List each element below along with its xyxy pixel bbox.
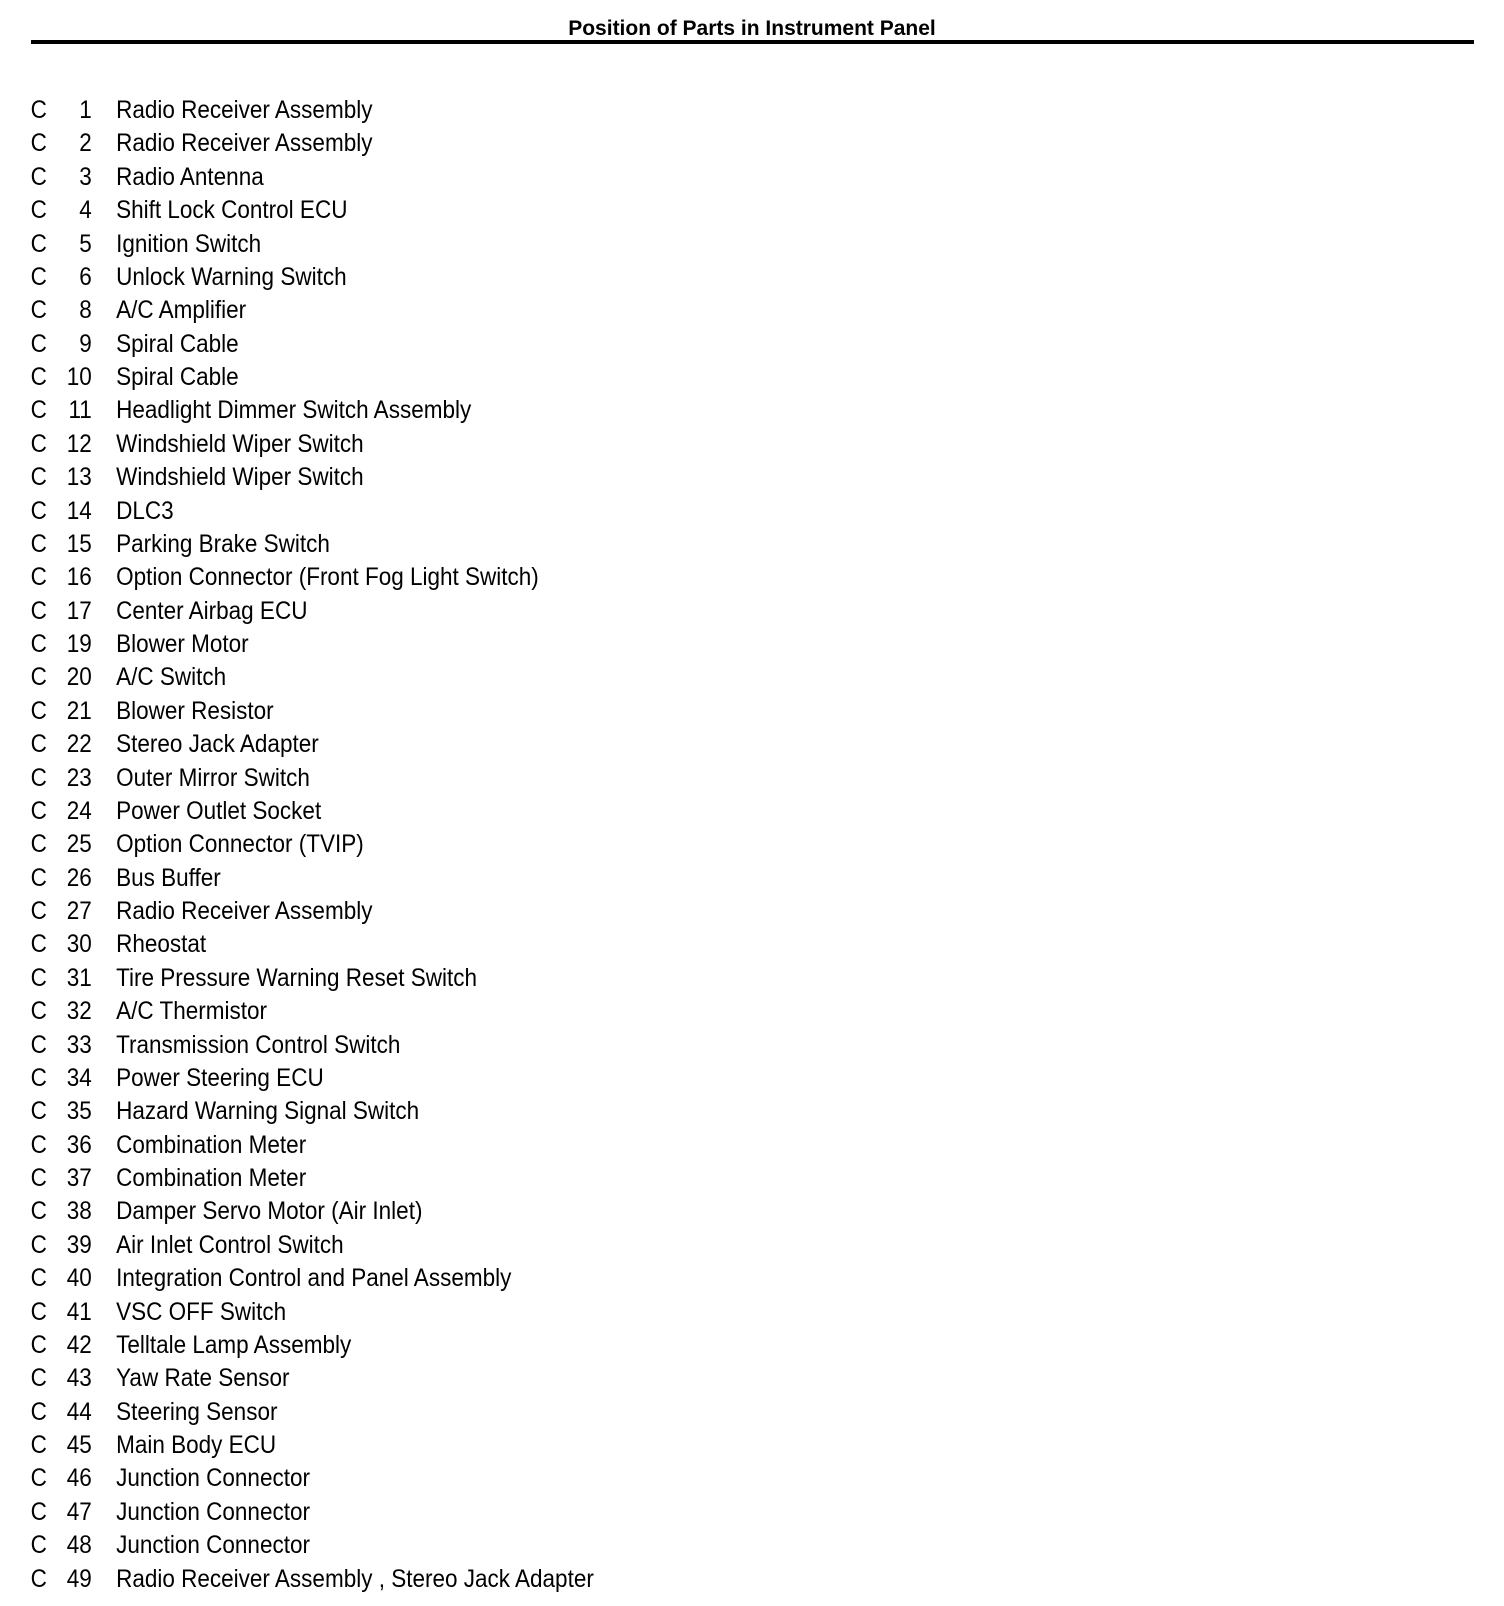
part-name: Blower Resistor bbox=[116, 696, 274, 725]
part-prefix: C bbox=[30, 363, 47, 391]
part-number: 22 bbox=[66, 730, 92, 759]
part-name: Shift Lock Control ECU bbox=[116, 196, 348, 225]
part-row bbox=[0, 1062, 1354, 1095]
part-number: 26 bbox=[66, 863, 92, 892]
part-name: Damper Servo Motor (Air Inlet) bbox=[116, 1197, 423, 1226]
part-name: Radio Receiver Assembly bbox=[116, 96, 373, 124]
part-name: Integration Control and Panel Assembly bbox=[116, 1264, 512, 1293]
part-row bbox=[0, 161, 1354, 194]
part-row bbox=[0, 294, 1354, 327]
part-number: 43 bbox=[66, 1364, 92, 1393]
part-number: 14 bbox=[66, 496, 92, 525]
part-name: Steering Sensor bbox=[116, 1397, 278, 1426]
title-divider bbox=[31, 40, 1474, 44]
part-row bbox=[0, 1429, 1354, 1462]
part-prefix: C bbox=[30, 529, 47, 558]
part-name: Center Airbag ECU bbox=[116, 596, 308, 625]
part-row bbox=[0, 995, 1354, 1028]
part-prefix: C bbox=[30, 1364, 47, 1393]
part-prefix: C bbox=[30, 963, 47, 992]
part-row bbox=[0, 762, 1354, 795]
part-prefix: C bbox=[30, 1330, 47, 1359]
part-row bbox=[0, 828, 1354, 861]
part-name: Bus Buffer bbox=[116, 863, 221, 892]
part-prefix: C bbox=[30, 1230, 47, 1259]
part-prefix: C bbox=[30, 496, 47, 525]
part-row bbox=[0, 461, 1354, 494]
part-prefix: C bbox=[30, 997, 47, 1026]
part-row bbox=[0, 528, 1354, 561]
part-number: 6 bbox=[79, 262, 92, 291]
part-row bbox=[0, 1563, 1354, 1596]
part-prefix: C bbox=[30, 1531, 47, 1560]
part-number: 19 bbox=[66, 630, 92, 658]
part-name: Junction Connector bbox=[116, 1497, 310, 1526]
page-title: Position of Parts in Instrument Panel bbox=[568, 17, 936, 40]
part-row bbox=[0, 394, 1354, 427]
part-number: 32 bbox=[66, 997, 92, 1026]
part-name: Power Outlet Socket bbox=[116, 796, 322, 825]
part-number: 44 bbox=[66, 1397, 92, 1426]
part-row bbox=[0, 1129, 1354, 1162]
part-number: 17 bbox=[66, 596, 92, 625]
part-row bbox=[0, 1029, 1354, 1062]
part-prefix: C bbox=[30, 1264, 47, 1293]
part-name: Windshield Wiper Switch bbox=[116, 463, 364, 492]
part-prefix: C bbox=[30, 897, 47, 925]
part-prefix: C bbox=[30, 1063, 47, 1092]
part-number: 24 bbox=[66, 796, 92, 825]
part-prefix: C bbox=[30, 596, 47, 625]
part-number: 39 bbox=[66, 1230, 92, 1259]
part-number: 12 bbox=[66, 429, 92, 458]
part-name: Outer Mirror Switch bbox=[116, 763, 310, 792]
part-name: Radio Receiver Assembly , Stereo Jack Adapter bbox=[116, 1564, 594, 1593]
part-prefix: C bbox=[30, 229, 47, 258]
part-number: 2 bbox=[79, 129, 92, 158]
part-number: 25 bbox=[66, 830, 92, 859]
part-row bbox=[0, 228, 1354, 261]
part-name: Main Body ECU bbox=[116, 1431, 277, 1459]
part-prefix: C bbox=[30, 863, 47, 892]
part-number: 34 bbox=[66, 1063, 92, 1092]
part-number: 46 bbox=[66, 1464, 92, 1493]
part-number: 49 bbox=[66, 1564, 92, 1593]
part-row bbox=[0, 695, 1354, 728]
part-row bbox=[0, 628, 1354, 661]
part-row bbox=[0, 1329, 1354, 1362]
part-number: 38 bbox=[66, 1197, 92, 1226]
part-prefix: C bbox=[30, 96, 47, 124]
part-prefix: C bbox=[30, 1030, 47, 1059]
part-row bbox=[0, 495, 1354, 528]
part-name: Option Connector (Front Fog Light Switch) bbox=[116, 563, 539, 592]
part-number: 33 bbox=[66, 1030, 92, 1059]
part-row bbox=[0, 561, 1354, 594]
part-prefix: C bbox=[30, 296, 47, 325]
part-name: Radio Receiver Assembly bbox=[116, 129, 373, 158]
part-number: 9 bbox=[79, 329, 92, 358]
part-row bbox=[0, 862, 1354, 895]
part-name: Radio Receiver Assembly bbox=[116, 897, 373, 925]
part-row bbox=[0, 661, 1354, 694]
part-number: 27 bbox=[66, 897, 92, 925]
part-number: 1 bbox=[79, 96, 92, 124]
part-name: Headlight Dimmer Switch Assembly bbox=[116, 396, 472, 425]
part-row bbox=[0, 1396, 1354, 1429]
part-prefix: C bbox=[30, 830, 47, 859]
part-row bbox=[0, 795, 1354, 828]
part-prefix: C bbox=[30, 196, 47, 225]
part-row bbox=[0, 1229, 1354, 1262]
part-number: 41 bbox=[66, 1297, 92, 1326]
part-row bbox=[0, 328, 1354, 361]
part-name: Radio Antenna bbox=[116, 162, 264, 191]
part-name: Junction Connector bbox=[116, 1464, 310, 1493]
part-prefix: C bbox=[30, 1297, 47, 1326]
part-number: 40 bbox=[66, 1264, 92, 1293]
part-row bbox=[0, 928, 1354, 961]
part-prefix: C bbox=[30, 1564, 47, 1593]
part-number: 5 bbox=[79, 229, 92, 258]
part-row bbox=[0, 261, 1354, 294]
part-prefix: C bbox=[30, 262, 47, 291]
part-number: 21 bbox=[66, 696, 92, 725]
part-row bbox=[0, 595, 1354, 628]
part-row bbox=[0, 94, 1354, 127]
part-number: 47 bbox=[66, 1497, 92, 1526]
part-prefix: C bbox=[30, 129, 47, 158]
part-number: 3 bbox=[79, 162, 92, 191]
part-prefix: C bbox=[30, 396, 47, 425]
part-number: 45 bbox=[66, 1431, 92, 1459]
part-prefix: C bbox=[30, 1097, 47, 1126]
part-row bbox=[0, 962, 1354, 995]
part-name: Air Inlet Control Switch bbox=[116, 1230, 344, 1259]
part-name: Hazard Warning Signal Switch bbox=[116, 1097, 420, 1126]
parts-list bbox=[0, 94, 1504, 1596]
part-number: 4 bbox=[79, 196, 92, 225]
part-prefix: C bbox=[30, 730, 47, 759]
part-prefix: C bbox=[30, 563, 47, 592]
part-name: Blower Motor bbox=[116, 630, 249, 658]
part-prefix: C bbox=[30, 162, 47, 191]
part-prefix: C bbox=[30, 930, 47, 959]
part-prefix: C bbox=[30, 1464, 47, 1493]
part-name: Ignition Switch bbox=[116, 229, 262, 258]
part-row bbox=[0, 1262, 1354, 1295]
part-name: Combination Meter bbox=[116, 1164, 307, 1192]
part-name: A/C Switch bbox=[116, 663, 227, 692]
part-number: 37 bbox=[66, 1164, 92, 1192]
part-prefix: C bbox=[30, 763, 47, 792]
part-name: Power Steering ECU bbox=[116, 1063, 324, 1092]
part-row bbox=[0, 1296, 1354, 1329]
part-row bbox=[0, 361, 1354, 394]
part-number: 48 bbox=[66, 1531, 92, 1560]
part-name: Transmission Control Switch bbox=[116, 1030, 401, 1059]
part-prefix: C bbox=[30, 1397, 47, 1426]
part-name: Combination Meter bbox=[116, 1130, 307, 1159]
part-name: Spiral Cable bbox=[116, 329, 239, 358]
part-number: 42 bbox=[66, 1330, 92, 1359]
part-number: 31 bbox=[66, 963, 92, 992]
part-number: 15 bbox=[66, 529, 92, 558]
part-prefix: C bbox=[30, 463, 47, 492]
part-row bbox=[0, 1195, 1354, 1228]
part-row bbox=[0, 1162, 1354, 1195]
part-name: A/C Amplifier bbox=[116, 296, 247, 325]
part-prefix: C bbox=[30, 630, 47, 658]
part-row bbox=[0, 1095, 1354, 1128]
part-row bbox=[0, 194, 1354, 227]
part-prefix: C bbox=[30, 696, 47, 725]
part-prefix: C bbox=[30, 796, 47, 825]
part-name: Yaw Rate Sensor bbox=[116, 1364, 290, 1393]
part-prefix: C bbox=[30, 1164, 47, 1192]
part-name: Stereo Jack Adapter bbox=[116, 730, 319, 759]
part-prefix: C bbox=[30, 329, 47, 358]
part-row bbox=[0, 1496, 1354, 1529]
part-number: 20 bbox=[66, 663, 92, 692]
part-name: Telltale Lamp Assembly bbox=[116, 1330, 352, 1359]
part-prefix: C bbox=[30, 1197, 47, 1226]
part-prefix: C bbox=[30, 1431, 47, 1459]
part-row bbox=[0, 728, 1354, 761]
part-name: Parking Brake Switch bbox=[116, 529, 330, 558]
part-name: Unlock Warning Switch bbox=[116, 262, 347, 291]
part-prefix: C bbox=[30, 1497, 47, 1526]
part-name: Rheostat bbox=[116, 930, 207, 959]
part-number: 13 bbox=[66, 463, 92, 492]
part-number: 16 bbox=[66, 563, 92, 592]
part-number: 23 bbox=[66, 763, 92, 792]
part-name: Junction Connector bbox=[116, 1531, 310, 1560]
part-row bbox=[0, 1529, 1354, 1562]
part-number: 36 bbox=[66, 1130, 92, 1159]
part-row bbox=[0, 127, 1354, 160]
part-number: 30 bbox=[66, 930, 92, 959]
part-number: 8 bbox=[79, 296, 92, 325]
part-row bbox=[0, 428, 1354, 461]
part-name: Windshield Wiper Switch bbox=[116, 429, 364, 458]
part-name: Spiral Cable bbox=[116, 363, 239, 391]
part-row bbox=[0, 1462, 1354, 1495]
part-prefix: C bbox=[30, 663, 47, 692]
part-prefix: C bbox=[30, 1130, 47, 1159]
part-number: 10 bbox=[66, 363, 92, 391]
part-name: Option Connector (TVIP) bbox=[116, 830, 364, 859]
part-number: 11 bbox=[68, 396, 92, 425]
part-name: DLC3 bbox=[116, 496, 174, 525]
part-name: A/C Thermistor bbox=[116, 997, 267, 1026]
part-name: Tire Pressure Warning Reset Switch bbox=[116, 963, 478, 992]
part-row bbox=[0, 895, 1354, 928]
part-row bbox=[0, 1362, 1354, 1395]
part-number: 35 bbox=[66, 1097, 92, 1126]
part-name: VSC OFF Switch bbox=[116, 1297, 287, 1326]
part-prefix: C bbox=[30, 429, 47, 458]
